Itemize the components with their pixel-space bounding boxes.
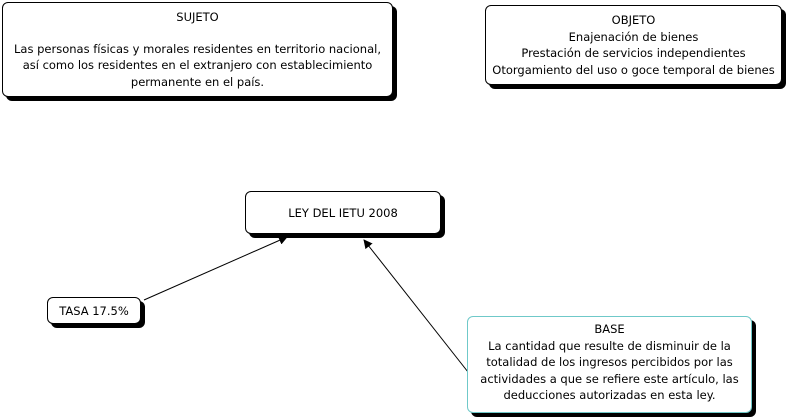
objeto-line: Otorgamiento del uso o goce temporal de bienes	[492, 62, 775, 77]
objeto-line: Enajenación de bienes	[568, 29, 699, 44]
sujeto-line: así como los residentes en el extranjero con establecimiento	[22, 58, 373, 72]
base-title: BASE	[594, 322, 625, 336]
objeto-box	[485, 5, 782, 85]
ley-ietu-central-box	[245, 191, 441, 234]
base-line: deducciones autorizadas en esta ley.	[503, 388, 716, 402]
sujeto-line: Las personas físicas y morales residentes en territorio nacional,	[14, 41, 381, 56]
arrow-tasa-to-ley	[144, 237, 287, 300]
base-line: La cantidad que resulte de disminuir de la	[488, 338, 731, 353]
objeto-line: Prestación de servicios independientes	[521, 46, 746, 60]
arrow-base-to-ley	[364, 240, 468, 372]
sujeto-box	[2, 2, 393, 97]
central-title: LEY DEL IETU 2008	[288, 206, 398, 220]
sujeto-line: permanente en el país.	[130, 74, 265, 89]
sujeto-title: SUJETO	[176, 10, 219, 24]
base-line: actividades a que se refiere este artículo, las	[480, 371, 739, 386]
sujeto-description	[3, 41, 392, 91]
base-description	[468, 338, 751, 404]
tasa-title: TASA 17.5%	[59, 304, 129, 318]
tasa-box	[47, 297, 141, 324]
base-box	[467, 316, 752, 413]
objeto-title: OBJETO	[611, 13, 656, 27]
objeto-description	[486, 29, 781, 79]
base-line: totalidad de los ingresos percibidos por las	[486, 355, 733, 369]
